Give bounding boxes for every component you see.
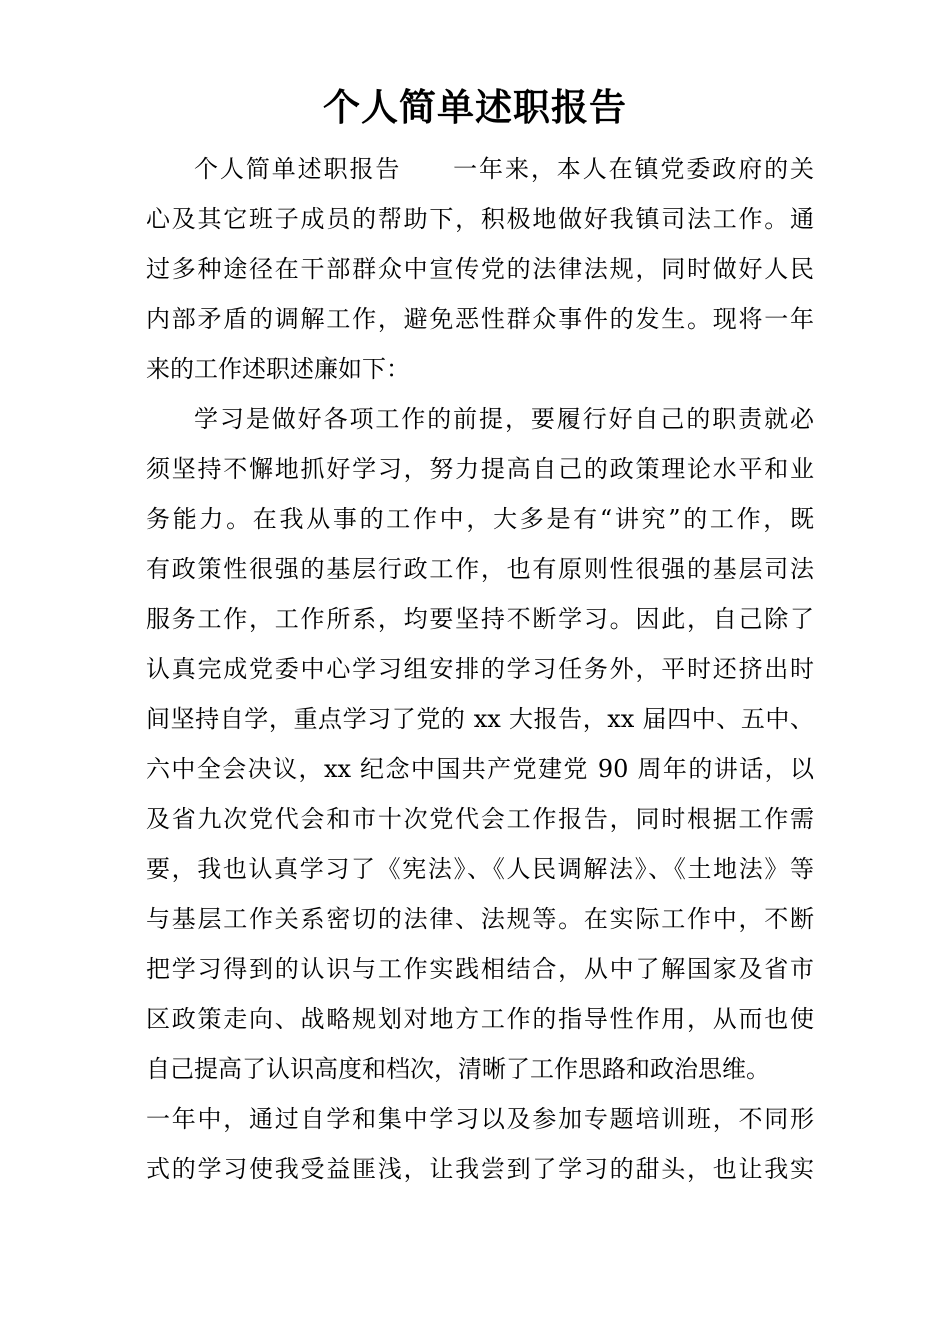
- paragraph-line: 自己提高了认识高度和档次，清晰了工作思路和政治思维。: [146, 1055, 770, 1083]
- paragraph-line: 有政策性很强的基层行政工作，也有原则性很强的基层司法: [146, 555, 814, 583]
- paragraph-line: 心及其它班子成员的帮助下，积极地做好我镇司法工作。通: [146, 205, 814, 233]
- paragraph-line: 须坚持不懈地抓好学习，努力提高自己的政策理论水平和业: [146, 455, 814, 483]
- document-body: [146, 144, 814, 1194]
- paragraph-line: 过多种途径在干部群众中宣传党的法律法规，同时做好人民: [146, 255, 814, 283]
- paragraph-line: 个人简单述职报告 一年来，本人在镇党委政府的关: [194, 155, 814, 183]
- paragraph-line: 一年中，通过自学和集中学习以及参加专题培训班，不同形: [146, 1105, 814, 1133]
- paragraph-1: [146, 144, 814, 394]
- paragraph-line: 内部矛盾的调解工作，避免恶性群众事件的发生。现将一年: [146, 305, 814, 333]
- paragraph-line: 认真完成党委中心学习组安排的学习任务外，平时还挤出时: [146, 655, 814, 683]
- paragraph-line: 学习是做好各项工作的前提，要履行好自己的职责就必: [194, 405, 814, 433]
- paragraph-line: 式的学习使我受益匪浅，让我尝到了学习的甜头，也让我实: [146, 1155, 814, 1183]
- paragraph-line: 来的工作述职述廉如下：: [146, 355, 410, 383]
- paragraph-line: 要，我也认真学习了《宪法》、《人民调解法》、《土地法》等: [146, 855, 814, 883]
- document-title: 个人简单述职报告: [323, 85, 627, 129]
- paragraph-line: 服务工作，工作所系，均要坚持不断学习。因此，自己除了: [146, 605, 814, 633]
- paragraph-line: 间坚持自学，重点学习了党的 xx 大报告，xx 届四中、五中、: [146, 705, 814, 733]
- paragraph-line: 把学习得到的认识与工作实践相结合，从中了解国家及省市: [146, 955, 814, 983]
- paragraph-line: 区政策走向、战略规划对地方工作的指导性作用，从而也使: [146, 1005, 814, 1033]
- paragraph-line: 与基层工作关系密切的法律、法规等。在实际工作中，不断: [146, 905, 814, 933]
- paragraph-line: 六中全会决议，xx 纪念中国共产党建党 90 周年的讲话，以: [146, 755, 814, 783]
- paragraph-line: 务能力。在我从事的工作中，大多是有“讲究”的工作，既: [146, 505, 814, 533]
- paragraph-line: 及省九次党代会和市十次党代会工作报告，同时根据工作需: [146, 805, 814, 833]
- paragraph-2: [146, 394, 814, 1194]
